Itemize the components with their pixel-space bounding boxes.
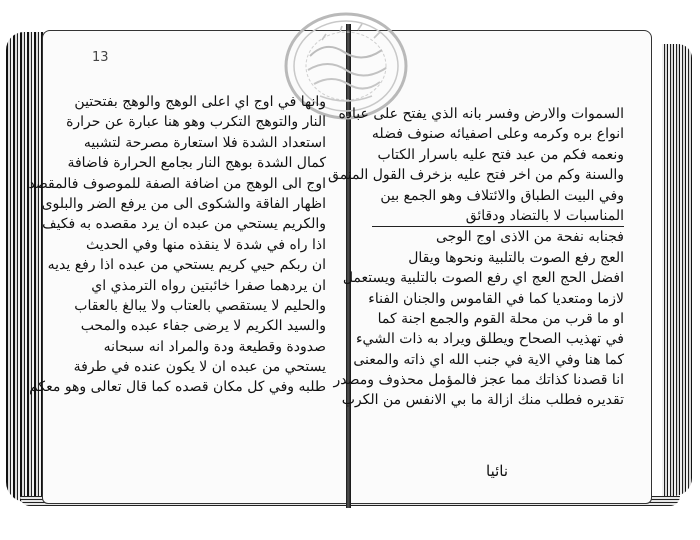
right-line: تقديره فطلب منك ازالة ما بي الانفس من الكرب	[341, 392, 624, 409]
left-line: طلبه وفي كل مكان قصده كما قال تعالى وهو معكم	[29, 379, 326, 396]
left-line: والكريم يستحي من عبده ان يرد مقصده به فكيف	[42, 216, 326, 233]
left-line: اذا راه في شدة لا ينقذه منها وفي الحديث	[86, 236, 326, 253]
left-line: صدودة وقطيعة ودة والمراد انه سبحانه	[103, 338, 326, 355]
right-line: كما هنا وفي الاية في جنب الله اي ذاته والمعنى	[353, 351, 624, 368]
right-line: المناسبات لا بالتضاد ودقائق	[372, 206, 624, 227]
right-line: او ما قرب من محلة القوم والجمع اجنة كما	[377, 310, 624, 327]
left-line: وانها في اوج اي اعلى الوهج والوهج بفتحتين	[74, 94, 326, 110]
right-line: وفي البيت الطباق والائتلاف وهو الجمع بين	[380, 187, 624, 204]
right-line: افضل الحج العج اي رفع الصوت بالتلبية ويستعمل	[342, 270, 624, 287]
left-line: استعداد الشدة فلا استعارة مصرحة لتشبيه	[83, 134, 326, 151]
left-line: والسيد الكريم لا يرضى جفاء عبده والمحب	[80, 318, 326, 335]
left-line: ان يردهما صفرا خائبتين رواه الترمذي اي	[91, 277, 326, 294]
right-line: انا قصدنا كذاتك مما عجز فالمؤمل محذوف ومصدر	[333, 372, 624, 389]
left-page-edges	[6, 32, 46, 502]
left-line: يستحي من عبده ان لا يكون عنده في طرفة	[73, 359, 326, 376]
left-line: اظهار الفاقة والشكوى الى من يرفع الضر والبلوى	[41, 195, 326, 212]
right-page-text	[328, 104, 624, 411]
left-page-text	[28, 92, 326, 398]
left-line: النار والتوهج التكرب وهو هنا عبارة عن حرارة	[66, 114, 326, 131]
left-line: كمال الشدة بوهج النار بجامع الحرارة فاضافة	[67, 155, 326, 172]
catchword: نائيا	[486, 462, 509, 480]
right-line: في تهذيب الصحاح ويطلق ويراد به ذات الشيء	[355, 331, 624, 348]
left-line: اوج الى الوهج من اضافة الصفة للموصوف فالمقصد	[28, 175, 326, 192]
left-line: والحليم لا يستقصي بالعتاب ولا يبالغ بالعقاب	[74, 297, 326, 314]
right-line: والسنة وكم من اخر فتح عليه بزخرف القول المنمق	[328, 167, 624, 184]
left-line: ان ربكم حيي كريم يستحي من عبده اذا رفع يديه	[47, 257, 326, 274]
page-number: 13	[92, 50, 109, 65]
right-page-edges	[662, 44, 692, 496]
right-line: انواع بره وكرمه وعلى اصفيائه صنوف فضله	[371, 126, 624, 143]
right-line: ونعمه فكم من عبد فتح عليه باسرار الكتاب	[377, 146, 624, 163]
right-line: لازما ومتعديا كما في القاموس والجنان الفناء	[368, 290, 624, 307]
right-line: العج رفع الصوت بالتلبية ونحوها ويقال	[408, 249, 624, 266]
right-line: السموات والارض وفسر بانه الذي يفتح على عباده	[338, 106, 624, 122]
right-line: فجنابه نفحة من الاذى اوج الوجى	[435, 229, 624, 246]
